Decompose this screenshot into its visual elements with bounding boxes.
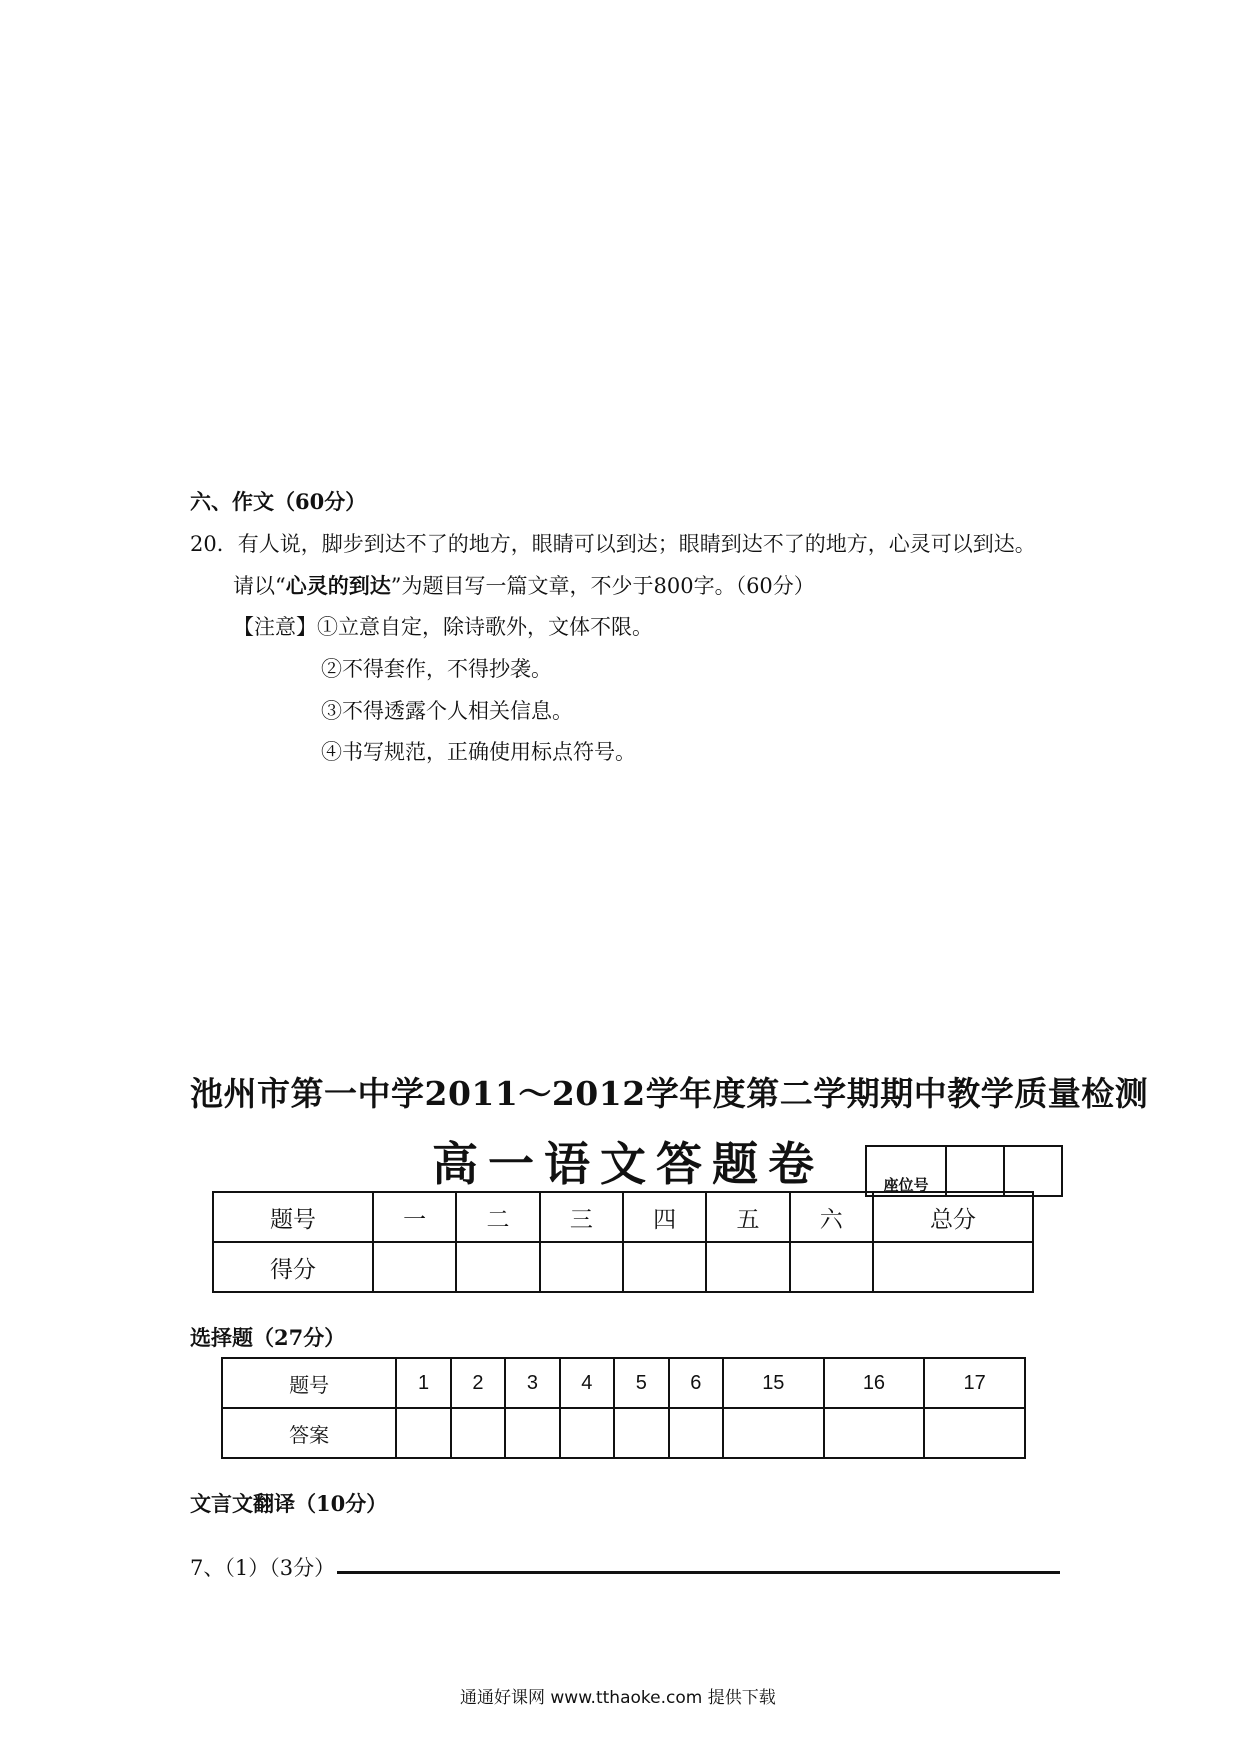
answer-input-cell[interactable]	[451, 1408, 505, 1458]
note-text: ①立意自定，除诗歌外，文体不限。	[317, 615, 653, 639]
choice-table	[221, 1357, 1026, 1459]
answer-input-cell[interactable]	[560, 1408, 614, 1458]
table-cell: 得分	[213, 1242, 373, 1292]
score-table	[212, 1191, 1034, 1293]
prompt-suffix: ”为题目写一篇文章，不少于800字。（60分）	[390, 574, 815, 598]
note-item-1	[233, 611, 653, 641]
seat-number-label: 座位号	[866, 1146, 946, 1196]
note-item-2: ②不得套作，不得抄袭。	[321, 657, 552, 681]
table-cell: 四	[623, 1192, 706, 1242]
answer-input-cell[interactable]	[614, 1408, 668, 1458]
prompt-prefix: 请以“	[233, 574, 286, 598]
seat-number-cell-2[interactable]	[1004, 1146, 1062, 1196]
answer-sheet-title: 高一语文答题卷	[432, 1137, 824, 1191]
table-cell: 5	[614, 1358, 668, 1408]
seat-number-box	[865, 1145, 1063, 1197]
score-input-cell[interactable]	[706, 1242, 789, 1292]
table-cell: 15	[723, 1358, 824, 1408]
table-cell: 3	[505, 1358, 559, 1408]
answer-line[interactable]	[337, 1571, 1060, 1574]
score-table-header-row	[213, 1192, 1033, 1242]
score-input-cell[interactable]	[873, 1242, 1033, 1292]
section-title-translation: 文言文翻译（10分）	[190, 1491, 388, 1516]
table-cell: 答案	[222, 1408, 396, 1458]
note-item-3: ③不得透露个人相关信息。	[321, 699, 573, 723]
table-cell: 6	[669, 1358, 723, 1408]
note-item-4: ④书写规范，正确使用标点符号。	[321, 740, 636, 764]
score-input-cell[interactable]	[540, 1242, 623, 1292]
score-input-cell[interactable]	[790, 1242, 873, 1292]
choice-table-answer-row	[222, 1408, 1025, 1458]
table-cell: 2	[451, 1358, 505, 1408]
table-cell: 二	[456, 1192, 539, 1242]
table-cell: 六	[790, 1192, 873, 1242]
table-cell: 17	[924, 1358, 1025, 1408]
score-table-score-row	[213, 1242, 1033, 1292]
choice-table-header-row	[222, 1358, 1025, 1408]
question-text: 有人说，脚步到达不了的地方，眼睛可以到达；眼睛到达不了的地方，心灵可以到达。	[237, 532, 1036, 556]
seat-number-cell-1[interactable]	[946, 1146, 1004, 1196]
section-title-composition: 六、作文（60分）	[190, 489, 367, 514]
question-20-line1	[190, 528, 1036, 558]
answer-input-cell[interactable]	[723, 1408, 824, 1458]
table-cell: 题号	[222, 1358, 396, 1408]
answer-input-cell[interactable]	[505, 1408, 559, 1458]
table-cell: 一	[373, 1192, 456, 1242]
exam-title: 池州市第一中学2011～2012学年度第二学期期中教学质量检测	[190, 1074, 1149, 1113]
answer-input-cell[interactable]	[924, 1408, 1025, 1458]
answer-input-cell[interactable]	[396, 1408, 450, 1458]
footer-credit: 通通好课网 www.tthaoke.com 提供下载	[460, 1688, 776, 1708]
table-cell: 16	[824, 1358, 925, 1408]
score-input-cell[interactable]	[456, 1242, 539, 1292]
question-7-label: 7、（1）（3分）	[190, 1556, 336, 1580]
table-cell: 三	[540, 1192, 623, 1242]
essay-topic: 心灵的到达	[285, 573, 391, 598]
table-cell: 五	[706, 1192, 789, 1242]
table-cell: 题号	[213, 1192, 373, 1242]
score-input-cell[interactable]	[373, 1242, 456, 1292]
question-number: 20．	[190, 532, 238, 556]
answer-input-cell[interactable]	[669, 1408, 723, 1458]
table-cell: 1	[396, 1358, 450, 1408]
question-20-line2	[233, 570, 815, 600]
note-label: 【注意】	[233, 615, 317, 639]
table-cell: 4	[560, 1358, 614, 1408]
answer-input-cell[interactable]	[824, 1408, 925, 1458]
table-cell: 总分	[873, 1192, 1033, 1242]
section-title-choice: 选择题（27分）	[190, 1325, 346, 1350]
score-input-cell[interactable]	[623, 1242, 706, 1292]
